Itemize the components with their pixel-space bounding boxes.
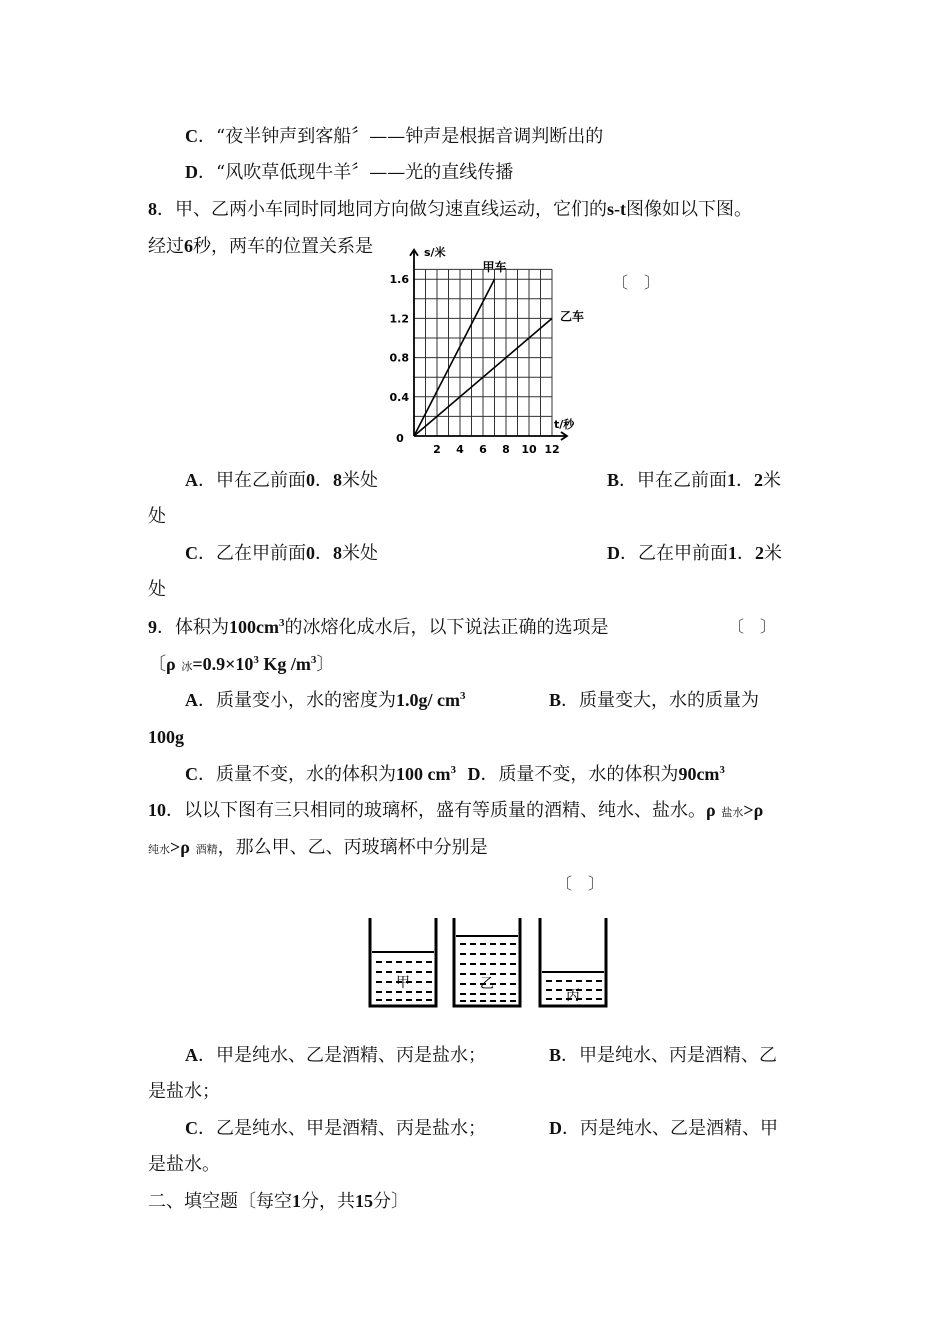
q9-option-a: A．质量变小，水的密度为1.0g/ $cm^3$ <box>185 690 466 711</box>
series-label-jia: 甲车 <box>482 260 507 275</box>
q9-answer-bracket: 〔 〕 <box>728 617 777 636</box>
q9-stem: 9．体积为$100cm^3$的冰熔化成水后，以下说法正确的选项是 <box>148 617 609 638</box>
q8-answer-bracket: 〔 〕 <box>612 273 661 292</box>
series-label-yi: 乙车 <box>560 309 585 324</box>
chart-axes <box>410 250 567 440</box>
x-tick-label: 12 <box>544 443 560 456</box>
q9-option-c-d: C．质量不变，水的体积为100 $cm^3$ D．质量不变，水的体积为$90cm^3$ <box>185 764 725 785</box>
q8-stem-line2: 经过6秒，两车的位置关系是 <box>148 236 373 257</box>
q10-option-b: B．甲是纯水、丙是酒精、乙 <box>549 1045 778 1066</box>
y-axis-label: s/米 <box>424 245 446 259</box>
q8-option-a: A．甲在乙前面0．8米处 <box>185 470 378 491</box>
cup-bing-label: 丙 <box>566 988 580 1004</box>
x-tick-label: 10 <box>521 443 537 456</box>
q8-option-d-wrap: 处 <box>148 579 166 600</box>
cup-bing <box>540 918 606 1006</box>
cup-jia <box>370 918 436 1006</box>
glass-cups-figure <box>360 910 620 1014</box>
y-tick-label: 0.4 <box>389 390 409 404</box>
section-2-heading: 二、填空题〔每空1分，共15分〕 <box>148 1191 409 1212</box>
y-tick-label: 1.2 <box>389 312 409 326</box>
cup-yi <box>454 918 520 1006</box>
q10-stem-line1: 10．以以下图有三只相同的玻璃杯，盛有等质量的酒精、纯水、盐水。ρ 盐水>ρ <box>148 800 764 821</box>
q10-answer-bracket: 〔 〕 <box>556 874 605 893</box>
q10-option-d-wrap: 是盐水。 <box>148 1154 220 1175</box>
y-tick-label: 0.8 <box>389 351 409 365</box>
q8-option-b: B．甲在乙前面1．2米 <box>607 470 782 491</box>
cup-jia-label: 甲 <box>396 975 410 991</box>
x-axis-label: t/秒 <box>554 418 575 431</box>
q8-option-d: D．乙在甲前面1．2米 <box>607 543 782 564</box>
q10-stem-line2: 纯水>ρ 酒精，那么甲、乙、丙玻璃杯中分别是 <box>148 837 488 858</box>
y-tick-label: 1.6 <box>389 273 409 287</box>
q7-option-c: C．“夜半钟声到客船〞——钟声是根据音调判断出的 <box>185 126 604 147</box>
q10-option-c: C．乙是纯水、甲是酒精、丙是盐水； <box>185 1118 486 1139</box>
q9-given-density: 〔ρ 冰$=0.9\times 10^3$ Kg $/m^3$〕 <box>148 654 335 675</box>
q8-stem-line1: 8．甲、乙两小车同时同地同方向做匀速直线运动，它们的s-t图像如以下图。 <box>148 199 752 220</box>
x-tick-label: 6 <box>479 443 487 456</box>
q7-option-d: D．“风吹草低现牛羊〞——光的直线传播 <box>185 162 514 183</box>
x-tick-label: 2 <box>433 443 441 456</box>
st-graph <box>370 245 600 460</box>
q8-option-b-wrap: 处 <box>148 506 166 527</box>
chart-grid <box>414 269 552 436</box>
q9-option-b-wrap: 100g <box>148 727 184 747</box>
q10-option-d: D．丙是纯水、乙是酒精、甲 <box>549 1118 778 1139</box>
q9-option-b: B．质量变大，水的质量为 <box>549 690 760 711</box>
q8-option-c: C．乙在甲前面0．8米处 <box>185 543 378 564</box>
x-tick-label: 4 <box>456 443 464 456</box>
q10-option-b-wrap: 是盐水； <box>148 1081 220 1102</box>
x-tick-label: 8 <box>502 443 510 456</box>
cup-yi-label: 乙 <box>480 976 494 992</box>
origin-label: 0 <box>396 432 404 445</box>
q10-option-a: A．甲是纯水、乙是酒精、丙是盐水； <box>185 1045 486 1066</box>
